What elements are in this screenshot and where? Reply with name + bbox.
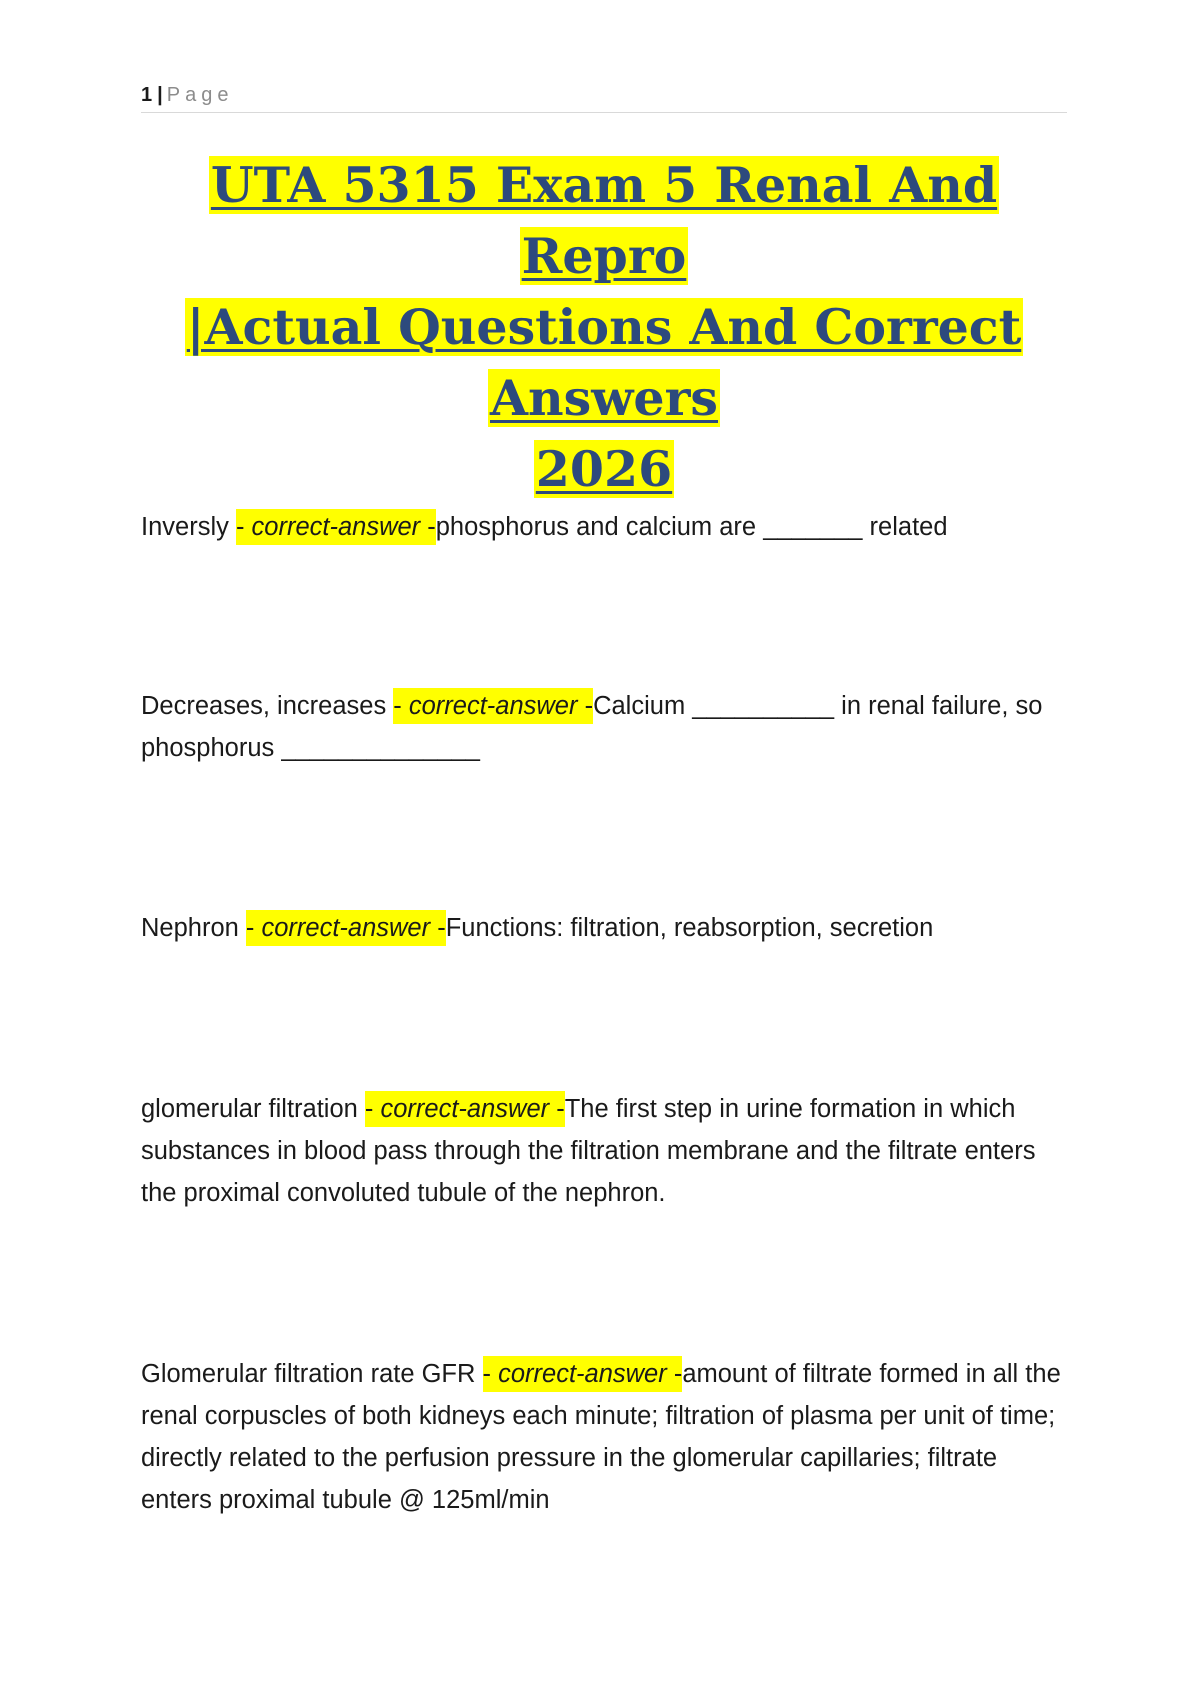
title-line-2: |Actual Questions And Correct Answers: [186, 298, 1022, 427]
qa-term: Nephron: [141, 914, 246, 942]
page-header: [141, 78, 1067, 113]
qa-term: Inversly: [141, 513, 236, 541]
correct-answer-marker: - correct-answer -: [483, 1356, 683, 1392]
correct-answer-marker: - correct-answer -: [236, 509, 436, 545]
qa-entry-1: [141, 506, 1067, 548]
correct-answer-marker: - correct-answer -: [246, 910, 446, 946]
qa-entry-3: [141, 907, 1067, 949]
qa-term: Decreases, increases: [141, 692, 394, 720]
qa-definition: Functions: filtration, reabsorption, secretion: [445, 914, 934, 942]
title-line-1: UTA 5315 Exam 5 Renal And Repro: [210, 156, 998, 285]
page-label: Page: [166, 84, 234, 106]
page-separator: |: [157, 84, 163, 106]
correct-answer-marker: - correct-answer -: [393, 688, 593, 724]
qa-entry-5: [141, 1353, 1067, 1521]
page-number: 1: [141, 84, 153, 106]
qa-definition: amount of filtrate formed in all the renal corpuscles of both kidneys each minute; filtration of plasma per unit of time; directly related to the perfusion pressure in the glomerular capillaries; filtrate enters proximal tubule @ 125ml/min: [141, 1360, 1061, 1514]
qa-definition: phosphorus and calcium are _______ related: [435, 513, 948, 541]
qa-definition: Calcium __________ in renal failure, so phosphorus ______________: [141, 692, 1043, 762]
qa-entry-4: [141, 1088, 1067, 1214]
correct-answer-marker: - correct-answer -: [365, 1091, 565, 1127]
title-line-3: 2026: [535, 440, 673, 498]
document-title: [141, 150, 1067, 505]
qa-entry-2: [141, 685, 1067, 769]
qa-definition: The first step in urine formation in which substances in blood pass through the filtration membrane and the filtrate enters the proximal convoluted tubule of the nephron.: [141, 1095, 1036, 1207]
qa-term: glomerular filtration: [141, 1095, 365, 1123]
qa-term: Glomerular filtration rate GFR: [141, 1360, 483, 1388]
